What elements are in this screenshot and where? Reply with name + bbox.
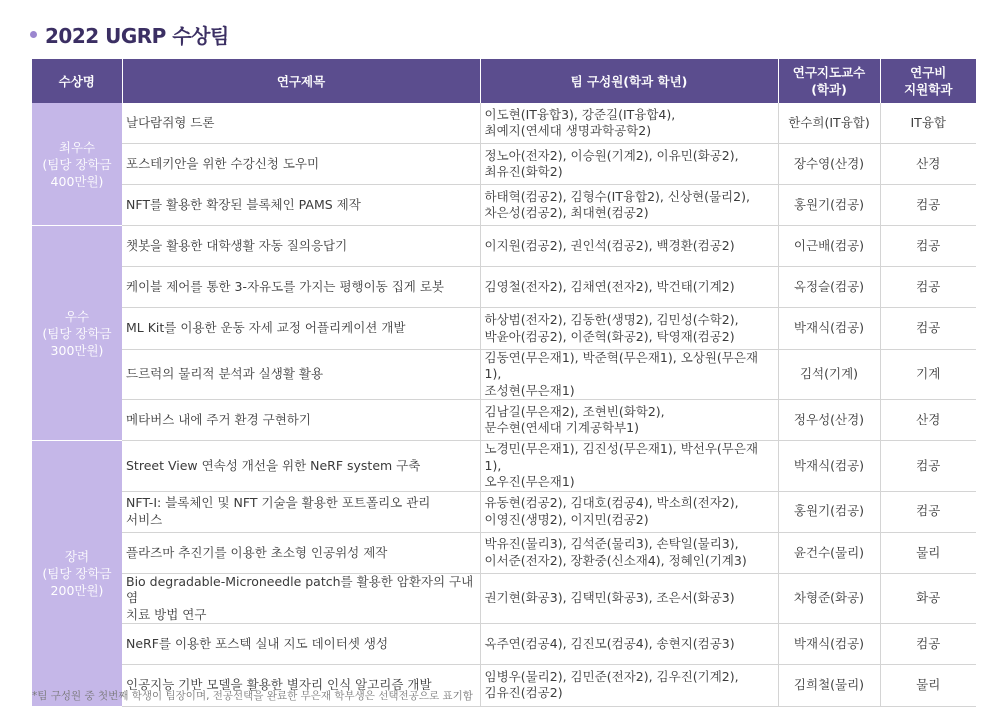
team-cell: 이도현(IT융합3), 강준길(IT융합4), 최예지(연세대 생명과학공학2) [480, 103, 778, 144]
professor-cell: 차형준(화공) [778, 573, 880, 624]
topic-cell: NFT-I: 블록체인 및 NFT 기술을 활용한 포트폴리오 관리 서비스 [122, 491, 480, 532]
table-row [32, 400, 976, 441]
department-cell: 컴공 [880, 185, 976, 226]
topic-cell: Bio degradable-Microneedle patch를 활용한 암환자의 구내염 치료 방법 연구 [122, 573, 480, 624]
page-title: 2022 UGRP 수상팀 [45, 24, 229, 48]
team-cell: 정노아(전자2), 이승원(기계2), 이유민(화공2), 최유진(화학2) [480, 144, 778, 185]
topic-cell: 챗봇을 활용한 대학생활 자동 질의응답기 [122, 226, 480, 267]
title-row [30, 20, 229, 49]
department-cell: 컴공 [880, 308, 976, 349]
header-award: 수상명 [32, 59, 122, 103]
award-cell: 장려 (팀당 장학금 200만원) [32, 441, 122, 706]
table-header-row [32, 59, 976, 103]
department-cell: 기계 [880, 349, 976, 400]
topic-cell: 플라즈마 추진기를 이용한 초소형 인공위성 제작 [122, 532, 480, 573]
table-row [32, 624, 976, 665]
team-cell: 노경민(무은재1), 김진성(무은재1), 박선우(무은재1), 오우진(무은재1) [480, 441, 778, 492]
team-cell: 권기현(화공3), 김택민(화공3), 조은서(화공3) [480, 573, 778, 624]
department-cell: IT융합 [880, 103, 976, 144]
team-cell: 옥주연(컴공4), 김진모(컴공4), 송현지(컴공3) [480, 624, 778, 665]
header-department: 연구비 지원학과 [880, 59, 976, 103]
table-row [32, 573, 976, 624]
topic-cell: NeRF를 이용한 포스텍 실내 지도 데이터셋 생성 [122, 624, 480, 665]
header-topic: 연구제목 [122, 59, 480, 103]
department-cell: 컴공 [880, 624, 976, 665]
professor-cell: 윤건수(물리) [778, 532, 880, 573]
department-cell: 화공 [880, 573, 976, 624]
team-cell: 하태혁(컴공2), 김형수(IT융합2), 신상현(물리2), 차은성(컴공2), 최대현(컴공2) [480, 185, 778, 226]
table-row [32, 144, 976, 185]
department-cell: 컴공 [880, 491, 976, 532]
team-cell: 김남길(무은재2), 조현빈(화학2), 문수현(연세대 기계공학부1) [480, 400, 778, 441]
team-cell: 박유진(물리3), 김석준(물리3), 손탁일(물리3), 이서준(전자2), 장환중(신소재4), 정혜인(기계3) [480, 532, 778, 573]
team-cell: 유동현(컴공2), 김대호(컴공4), 박소희(전자2), 이영진(생명2), 이지민(컴공2) [480, 491, 778, 532]
professor-cell: 박재식(컴공) [778, 624, 880, 665]
professor-cell: 홍원기(컴공) [778, 491, 880, 532]
table-row [32, 491, 976, 532]
table-row [32, 226, 976, 267]
professor-cell: 김희철(물리) [778, 665, 880, 706]
professor-cell: 박재식(컴공) [778, 308, 880, 349]
table-row [32, 267, 976, 308]
topic-cell: NFT를 활용한 확장된 블록체인 PAMS 제작 [122, 185, 480, 226]
header-professor: 연구지도교수 (학과) [778, 59, 880, 103]
department-cell: 물리 [880, 532, 976, 573]
bullet-icon [30, 31, 37, 38]
department-cell: 산경 [880, 400, 976, 441]
team-cell: 김영철(전자2), 김채연(전자2), 박건태(기계2) [480, 267, 778, 308]
table-row [32, 103, 976, 144]
department-cell: 컴공 [880, 441, 976, 492]
header-team: 팀 구성원(학과 학년) [480, 59, 778, 103]
department-cell: 컴공 [880, 226, 976, 267]
table-row [32, 308, 976, 349]
topic-cell: 포스테키안을 위한 수강신청 도우미 [122, 144, 480, 185]
topic-cell: 드르럭의 물리적 분석과 실생활 활용 [122, 349, 480, 400]
professor-cell: 김석(기계) [778, 349, 880, 400]
award-cell: 우수 (팀당 장학금 300만원) [32, 226, 122, 441]
table-row [32, 441, 976, 492]
professor-cell: 이근배(컴공) [778, 226, 880, 267]
awards-table [32, 59, 976, 707]
department-cell: 컴공 [880, 267, 976, 308]
table-row [32, 349, 976, 400]
professor-cell: 장수영(산경) [778, 144, 880, 185]
topic-cell: 날다람쥐형 드론 [122, 103, 480, 144]
department-cell: 산경 [880, 144, 976, 185]
topic-cell: 케이블 제어를 통한 3-자유도를 가지는 평행이동 집게 로봇 [122, 267, 480, 308]
team-cell: 이지원(컴공2), 권인석(컴공2), 백경환(컴공2) [480, 226, 778, 267]
topic-cell: ML Kit를 이용한 운동 자세 교정 어플리케이션 개발 [122, 308, 480, 349]
professor-cell: 홍원기(컴공) [778, 185, 880, 226]
professor-cell: 옥정슬(컴공) [778, 267, 880, 308]
table-body [32, 103, 976, 706]
team-cell: 하상범(전자2), 김동한(생명2), 김민성(수학2), 박윤아(컴공2), 이준혁(화공2), 탁영재(컴공2) [480, 308, 778, 349]
award-cell: 최우수 (팀당 장학금 400만원) [32, 103, 122, 226]
team-cell: 김동연(무은재1), 박준혁(무은재1), 오상원(무은재1), 조성현(무은재1) [480, 349, 778, 400]
footnote: *팀 구성원 중 첫번째 학생이 팀장이며, 전공선택을 완료한 무은재 학부생은 선택전공으로 표기함 [32, 690, 473, 702]
professor-cell: 한수희(IT융합) [778, 103, 880, 144]
professor-cell: 정우성(산경) [778, 400, 880, 441]
professor-cell: 박재식(컴공) [778, 441, 880, 492]
team-cell: 임병우(물리2), 김민준(전자2), 김우진(기계2), 김유진(컴공2) [480, 665, 778, 706]
topic-cell: Street View 연속성 개선을 위한 NeRF system 구축 [122, 441, 480, 492]
topic-cell: 메타버스 내에 주거 환경 구현하기 [122, 400, 480, 441]
topic-cell: 인공지능 기반 모델을 활용한 별자리 인식 알고리즘 개발 [122, 665, 480, 706]
department-cell: 물리 [880, 665, 976, 706]
table-row [32, 532, 976, 573]
table-row [32, 185, 976, 226]
